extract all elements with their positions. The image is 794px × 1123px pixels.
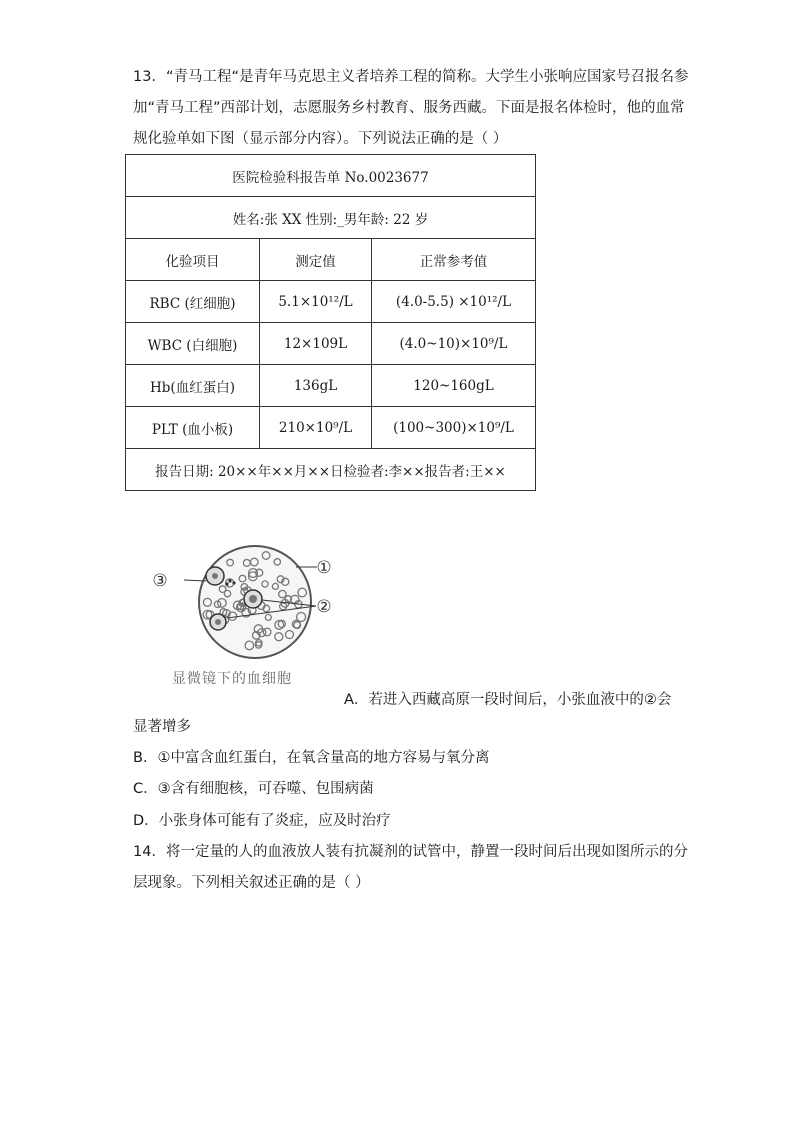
- cell: 210×10⁹/L: [260, 407, 372, 449]
- figure-caption: 显微镜下的血细胞: [172, 671, 292, 687]
- cell: (4.0-5.5) ×10¹²/L: [372, 281, 536, 323]
- cell: RBC (红细胞): [126, 281, 260, 323]
- q14-line1: 14．将一定量的人的血液放人装有抗凝剂的试管中，静置一段时间后出现如图所示的分: [133, 844, 688, 860]
- cell: 12×109L: [260, 323, 372, 365]
- q13-line2: 加“青马工程”西部计划，志愿服务乡村教育、服务西藏。下面是报名体检时，他的血常: [133, 100, 685, 116]
- cell: (100~300)×10⁹/L: [372, 407, 536, 449]
- label-2: ②: [316, 597, 332, 617]
- report-footer: 报告日期: 20××年××月××日检验者:李××报告者:王××: [126, 449, 536, 491]
- q13-line3: 规化验单如下图（显示部分内容）。下列说法正确的是（ ）: [133, 131, 508, 147]
- nucleus-3: [215, 619, 221, 625]
- report-title: 医院检验科报告单 No.0023677: [126, 155, 536, 197]
- table-row: [126, 407, 536, 449]
- cell: (4.0~10)×10⁹/L: [372, 323, 536, 365]
- option-a-line2: 显著增多: [133, 719, 191, 735]
- cell: Hb(血红蛋白): [126, 365, 260, 407]
- cell: PLT (血小板): [126, 407, 260, 449]
- option-c: C．③含有细胞核，可吞噬、包围病菌: [133, 781, 374, 797]
- q14-line2: 层现象。下列相关叙述正确的是（ ）: [133, 875, 370, 891]
- cell: 5.1×10¹²/L: [260, 281, 372, 323]
- header-item: 化验项目: [126, 239, 260, 281]
- header-value: 测定值: [260, 239, 372, 281]
- report-patient: 姓名:张 XX 性别:_男年龄: 22 岁: [126, 197, 536, 239]
- nucleus-1: [212, 573, 218, 579]
- label-3: ③: [152, 571, 168, 591]
- table-header-row: [126, 239, 536, 281]
- q13-line1: 13．“青马工程“是青年马克思主义者培养工程的简称。大学生小张响应国家号召报名参: [133, 69, 689, 85]
- blood-cell-micrograph: [148, 536, 348, 686]
- cell: 120~160gL: [372, 365, 536, 407]
- option-d: D．小张身体可能有了炎症，应及时治疗: [133, 813, 391, 829]
- cell: WBC (白细胞): [126, 323, 260, 365]
- table-row: [126, 323, 536, 365]
- table-row: [126, 365, 536, 407]
- option-b: B．①中富含血红蛋白，在氧含量高的地方容易与氧分离: [133, 750, 490, 766]
- cell: 136gL: [260, 365, 372, 407]
- label-1: ①: [316, 558, 332, 578]
- lab-report-table: [125, 154, 536, 491]
- table-row: [126, 281, 536, 323]
- option-a-line1: A．若进入西藏高原一段时间后，小张血液中的②会: [344, 692, 672, 708]
- nucleus-2: [249, 595, 257, 603]
- header-reference: 正常参考值: [372, 239, 536, 281]
